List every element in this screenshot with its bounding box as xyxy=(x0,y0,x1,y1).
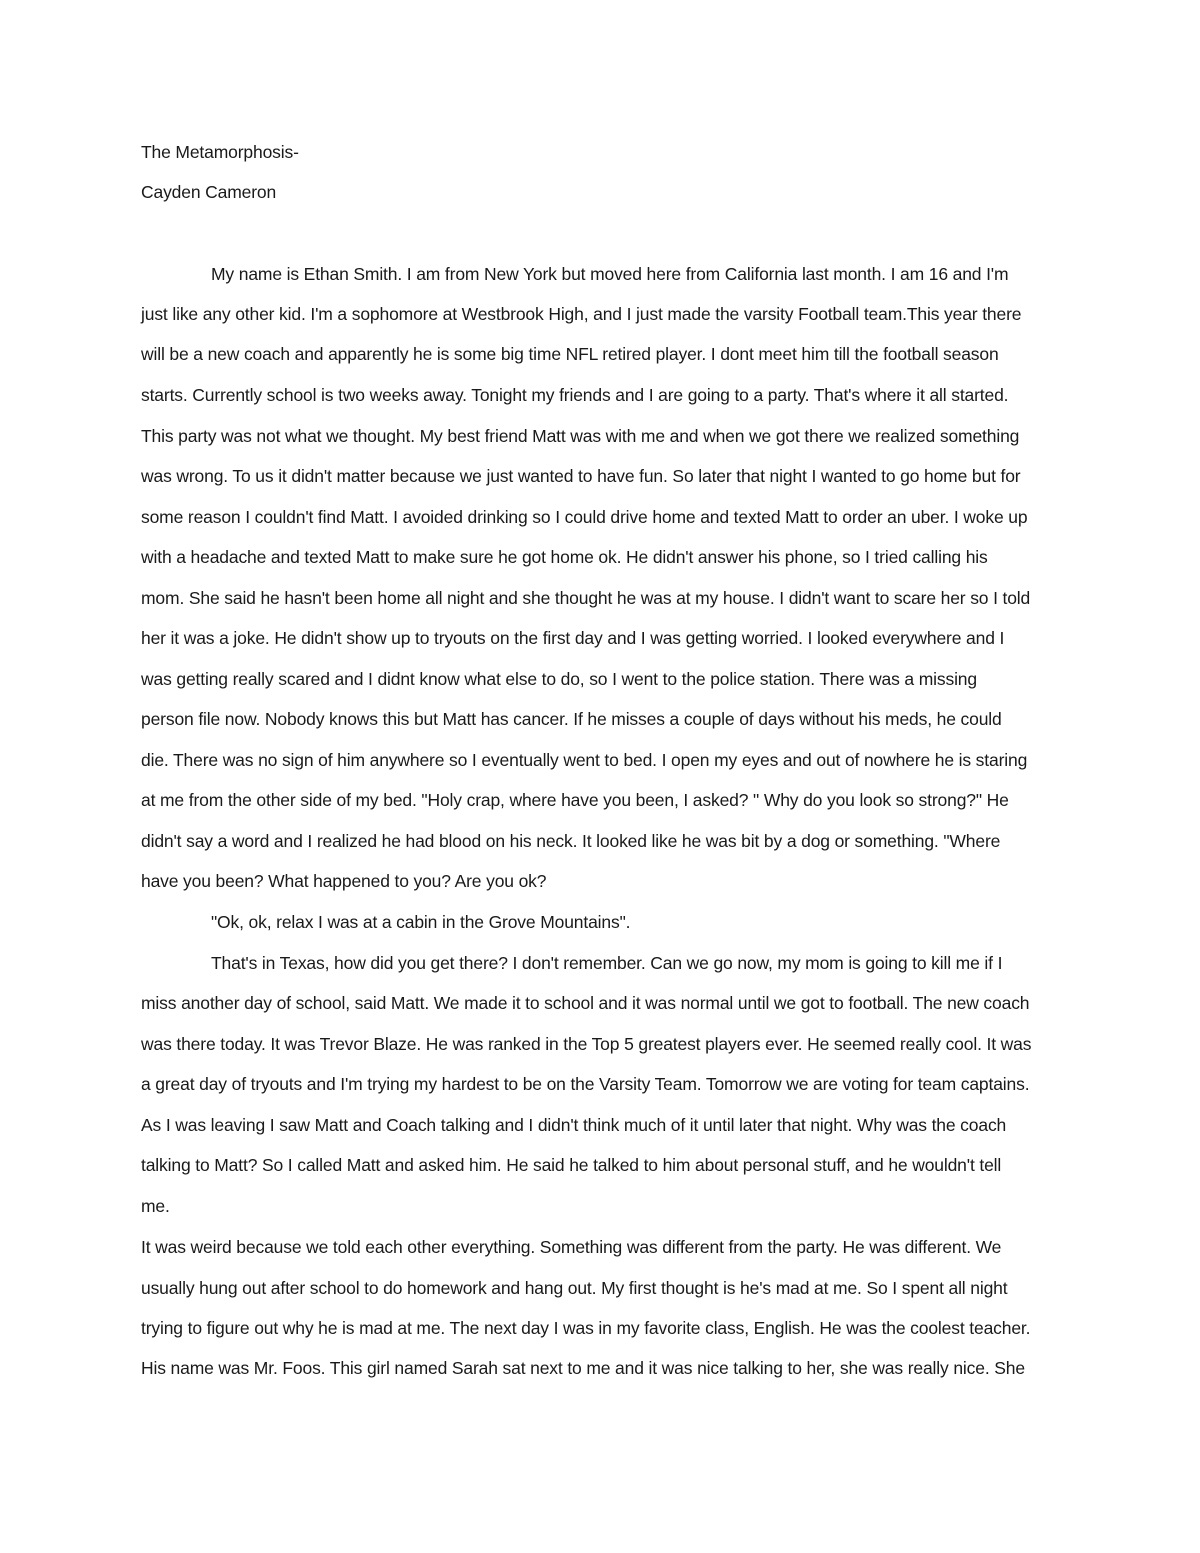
body-line: was there today. It was Trevor Blaze. He was ranked in the Top 5 greatest players ever. He seemed really cool. It was xyxy=(141,1034,1032,1054)
body-line: her it was a joke. He didn't show up to tryouts on the first day and I was getting worried. I looked everywhere and I xyxy=(141,628,1005,648)
document-author: Cayden Cameron xyxy=(141,182,277,202)
body-line: His name was Mr. Foos. This girl named Sarah sat next to me and it was nice talking to her, she was really nice. She xyxy=(141,1358,1025,1378)
body-line: person file now. Nobody knows this but Matt has cancer. If he misses a couple of days without his meds, he could xyxy=(141,709,1002,729)
body-line: This party was not what we thought. My best friend Matt was with me and when we got there we realized something xyxy=(141,426,1020,446)
body-line: starts. Currently school is two weeks away. Tonight my friends and I are going to a party. That's where it all started. xyxy=(141,385,1009,405)
body-line: die. There was no sign of him anywhere so I eventually went to bed. I open my eyes and out of nowhere he is staring xyxy=(141,750,1028,770)
body-line: "Ok, ok, relax I was at a cabin in the Grove Mountains". xyxy=(211,912,631,932)
body-line: was wrong. To us it didn't matter because we just wanted to have fun. So later that night I wanted to go home but for xyxy=(141,466,1021,486)
body-line: will be a new coach and apparently he is some big time NFL retired player. I dont meet him till the football season xyxy=(141,344,999,364)
body-line: That's in Texas, how did you get there? I don't remember. Can we go now, my mom is going to kill me if I xyxy=(211,953,1003,973)
document-title: The Metamorphosis- xyxy=(141,142,299,162)
body-line: some reason I couldn't find Matt. I avoided drinking so I could drive home and texted Matt to order an uber. I woke up xyxy=(141,507,1028,527)
body-line: miss another day of school, said Matt. We made it to school and it was normal until we got to football. The new coach xyxy=(141,993,1030,1013)
body-line: trying to figure out why he is mad at me. The next day I was in my favorite class, English. He was the coolest teacher. xyxy=(141,1318,1031,1338)
body-line: with a headache and texted Matt to make sure he got home ok. He didn't answer his phone, so I tried calling his xyxy=(141,547,988,567)
body-line: was getting really scared and I didnt know what else to do, so I went to the police station. There was a missing xyxy=(141,669,977,689)
body-line: As I was leaving I saw Matt and Coach talking and I didn't think much of it until later that night. Why was the coach xyxy=(141,1115,1007,1135)
body-line: It was weird because we told each other everything. Something was different from the party. He was different. We xyxy=(141,1237,1002,1257)
body-line: me. xyxy=(141,1196,170,1216)
body-line: a great day of tryouts and I'm trying my hardest to be on the Varsity Team. Tomorrow we are voting for team captains. xyxy=(141,1074,1030,1094)
body-line: have you been? What happened to you? Are you ok? xyxy=(141,871,547,891)
body-line: My name is Ethan Smith. I am from New York but moved here from California last month. I am 16 and I'm xyxy=(211,264,1009,284)
body-line: just like any other kid. I'm a sophomore at Westbrook High, and I just made the varsity Football team.This year there xyxy=(141,304,1022,324)
body-line: at me from the other side of my bed. "Holy crap, where have you been, I asked? " Why do you look so strong?" He xyxy=(141,790,1009,810)
body-line: talking to Matt? So I called Matt and asked him. He said he talked to him about personal stuff, and he wouldn't tell xyxy=(141,1155,1002,1175)
body-line: didn't say a word and I realized he had blood on his neck. It looked like he was bit by a dog or something. "Where xyxy=(141,831,1001,851)
body-line: usually hung out after school to do homework and hang out. My first thought is he's mad at me. So I spent all night xyxy=(141,1278,1008,1298)
body-line: mom. She said he hasn't been home all night and she thought he was at my house. I didn't want to scare her so I told xyxy=(141,588,1031,608)
